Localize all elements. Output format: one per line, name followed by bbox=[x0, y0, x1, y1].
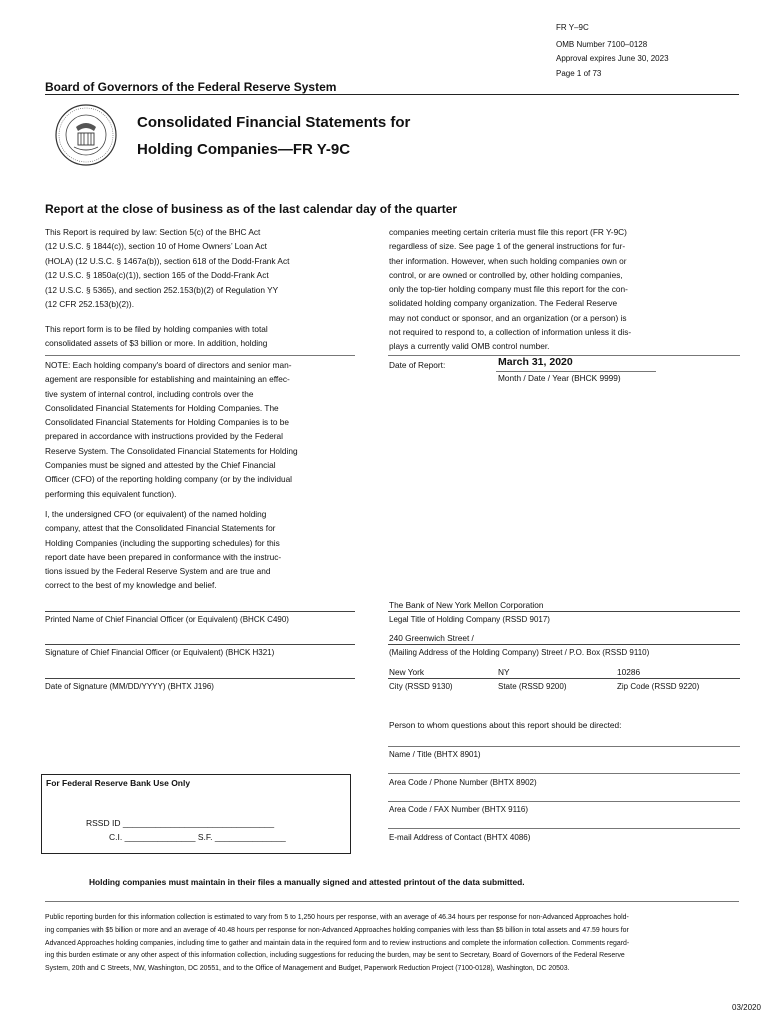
text-line: Officer (CFO) of the reporting holding company (or by the individual bbox=[45, 474, 293, 485]
footer-date: 03/2020 bbox=[732, 1003, 761, 1012]
filing-criteria-paragraph bbox=[389, 225, 667, 354]
signature-date-field[interactable] bbox=[45, 678, 355, 679]
attestation-paragraph bbox=[45, 507, 323, 593]
form-title-line1: Consolidated Financial Statements for bbox=[137, 114, 411, 131]
text-line: ing companies with $5 billion or more and an average of 40.48 hours per response for non-Advanced Approaches holding companies with less than $5 billion in total assets and 47.59 hours for bbox=[45, 926, 629, 934]
text-line: performing this equivalent function). bbox=[45, 488, 177, 499]
text-line: report date have been prepared in conformance with the instruc- bbox=[45, 551, 282, 562]
contact-phone-field[interactable] bbox=[388, 773, 740, 774]
state-value[interactable]: NY bbox=[498, 667, 510, 677]
date-of-report-label: Date of Report: bbox=[389, 360, 446, 370]
agency-rule bbox=[45, 94, 739, 95]
contact-fax-field[interactable] bbox=[388, 801, 740, 802]
address-value[interactable]: 240 Greenwich Street / bbox=[389, 633, 474, 643]
federal-reserve-use-title: For Federal Reserve Bank Use Only bbox=[46, 778, 191, 788]
text-line: consolidated assets of $3 billion or more. In addition, holding bbox=[45, 338, 268, 349]
signature-date-label: Date of Signature (MM/DD/YYYY) (BHTX J196) bbox=[45, 682, 214, 691]
date-of-report-value[interactable]: March 31, 2020 bbox=[498, 356, 573, 368]
text-line: NOTE: Each holding company's board of directors and senior man- bbox=[45, 360, 292, 370]
notice-rule bbox=[45, 901, 739, 902]
text-line: Advanced Approaches holding companies, including time to gather and maintain data in the required form and to review instructions and complete the information collection. Comments regard- bbox=[45, 939, 630, 947]
text-line: (12 CFR 252.153(b)(2)). bbox=[45, 299, 134, 310]
burden-statement bbox=[45, 912, 745, 976]
approval-expiry: Approval expires June 30, 2023 bbox=[556, 54, 669, 63]
text-line: Reserve System. The Consolidated Financial Statements for Holding bbox=[45, 445, 298, 456]
contact-email-field[interactable] bbox=[388, 828, 740, 829]
printed-name-label: Printed Name of Chief Financial Officer (or Equivalent) (BHCK C490) bbox=[45, 615, 289, 624]
legal-title-label: Legal Title of Holding Company (RSSD 9017) bbox=[389, 615, 550, 624]
text-line: may not conduct or sponsor, and an organization (or a person) is bbox=[389, 312, 627, 323]
text-line: tions issued by the Federal Reserve System and are true and bbox=[45, 566, 271, 577]
text-line: agement are responsible for establishing and maintaining an effec- bbox=[45, 374, 290, 385]
text-line: ther information. However, when such holding companies own or bbox=[389, 255, 627, 266]
text-line: solidated holding company organization. The Federal Reserve bbox=[389, 298, 618, 309]
city-rule bbox=[388, 678, 740, 679]
signature-label: Signature of Chief Financial Officer (or Equivalent) (BHCK H321) bbox=[45, 648, 275, 657]
city-label: City (RSSD 9130) bbox=[389, 682, 453, 691]
omb-number: OMB Number 7100–0128 bbox=[556, 40, 648, 49]
legal-authority-paragraph bbox=[45, 225, 323, 311]
federal-reserve-seal-icon bbox=[54, 103, 118, 167]
text-line: only the top-tier holding company must file this report for the con- bbox=[389, 284, 628, 295]
contact-name-label: Name / Title (BHTX 8901) bbox=[389, 750, 481, 759]
retention-notice: Holding companies must maintain in their files a manually signed and attested printout of the data submitted. bbox=[89, 877, 525, 887]
zip-value[interactable]: 10286 bbox=[617, 667, 641, 677]
contact-fax-label: Area Code / FAX Number (BHTX 9116) bbox=[389, 805, 529, 814]
contact-name-field[interactable] bbox=[388, 746, 740, 747]
printed-name-field[interactable] bbox=[45, 611, 355, 612]
contact-intro: Person to whom questions about this report should be directed: bbox=[389, 720, 622, 730]
rssd-id-line[interactable]: RSSD ID ________________________________ bbox=[86, 818, 275, 828]
filing-requirement-paragraph bbox=[45, 322, 323, 351]
text-line: tive system of internal control, including controls over the bbox=[45, 388, 254, 399]
text-line: Companies must be signed and attested by the Chief Financial bbox=[45, 460, 276, 471]
text-line: Consolidated Financial Statements for Holding Companies is to be bbox=[45, 417, 289, 428]
text-line: prepared in accordance with instructions provided by the Federal bbox=[45, 431, 283, 442]
legal-title-value[interactable]: The Bank of New York Mellon Corporation bbox=[389, 600, 544, 610]
address-rule bbox=[388, 644, 740, 645]
text-line: (HOLA) (12 U.S.C. § 1467a(b)), section 618 of the Dodd-Frank Act bbox=[45, 255, 290, 266]
report-heading: Report at the close of business as of the last calendar day of the quarter bbox=[45, 202, 458, 216]
text-line: This report form is to be filed by holding companies with total bbox=[45, 324, 268, 334]
zip-label: Zip Code (RSSD 9220) bbox=[617, 682, 700, 691]
text-line: (12 U.S.C. § 5365), and section 252.153(b)(2) of Regulation YY bbox=[45, 284, 279, 295]
text-line: company, attest that the Consolidated Financial Statements for bbox=[45, 523, 276, 534]
text-line: regardless of size. See page 1 of the general instructions for fur- bbox=[389, 241, 626, 252]
note-paragraph bbox=[45, 358, 323, 501]
address-label: (Mailing Address of the Holding Company) Street / P.O. Box (RSSD 9110) bbox=[389, 648, 650, 657]
section-rule-left bbox=[45, 355, 355, 356]
form-id: FR Y–9C bbox=[556, 23, 589, 32]
page-number: Page 1 of 73 bbox=[556, 69, 602, 78]
text-line: plays a currently valid OMB control number. bbox=[389, 341, 550, 352]
text-line: (12 U.S.C. § 1850a(c)(1)), section 165 of the Dodd-Frank Act bbox=[45, 270, 269, 281]
state-label: State (RSSD 9200) bbox=[498, 682, 567, 691]
form-title-line2: Holding Companies—FR Y-9C bbox=[137, 141, 351, 158]
contact-phone-label: Area Code / Phone Number (BHTX 8902) bbox=[389, 778, 537, 787]
text-line: ing this burden estimate or any other aspect of this information collection, including suggestions for reducing the burden, may be sent to Secretary, Board of Governors of the Federal Reserve bbox=[45, 952, 625, 960]
city-value[interactable]: New York bbox=[389, 667, 425, 677]
agency-heading: Board of Governors of the Federal Reserve System bbox=[45, 80, 337, 94]
legal-title-rule bbox=[388, 611, 740, 612]
signature-field[interactable] bbox=[45, 644, 355, 645]
ci-sf-line[interactable]: C.I. _______________ S.F. _______________ bbox=[109, 832, 286, 842]
federal-reserve-use-box bbox=[41, 774, 351, 854]
text-line: (12 U.S.C. § 1844(c)), section 10 of Home Owners’ Loan Act bbox=[45, 241, 267, 252]
text-line: control, or are owned or controlled by, other holding companies, bbox=[389, 269, 623, 280]
text-line: Consolidated Financial Statements for Holding Companies. The bbox=[45, 402, 279, 413]
text-line: Public reporting burden for this information collection is estimated to vary from 5 to 1,250 hours per response, with an average of 46.34 hours per response for non-Advanced Approaches hold- bbox=[45, 914, 629, 921]
text-line: This Report is required by law: Section 5(c) of the BHC Act bbox=[45, 227, 261, 237]
contact-email-label: E-mail Address of Contact (BHTX 4086) bbox=[389, 833, 531, 842]
text-line: I, the undersigned CFO (or equivalent) of the named holding bbox=[45, 509, 267, 519]
text-line: not required to respond to, a collection of information unless it dis- bbox=[389, 327, 632, 338]
text-line: System, 20th and C Streets, NW, Washington, DC 20551, and to the Office of Management and Budget, Paperwork Reduction Project (7100-0128), Washington, DC 20503. bbox=[45, 965, 570, 973]
text-line: Holding Companies (including the supporting schedules) for this bbox=[45, 537, 280, 548]
date-of-report-caption: Month / Date / Year (BHCK 9999) bbox=[498, 373, 621, 383]
text-line: companies meeting certain criteria must file this report (FR Y-9C) bbox=[389, 227, 627, 237]
text-line: correct to the best of my knowledge and belief. bbox=[45, 580, 217, 591]
